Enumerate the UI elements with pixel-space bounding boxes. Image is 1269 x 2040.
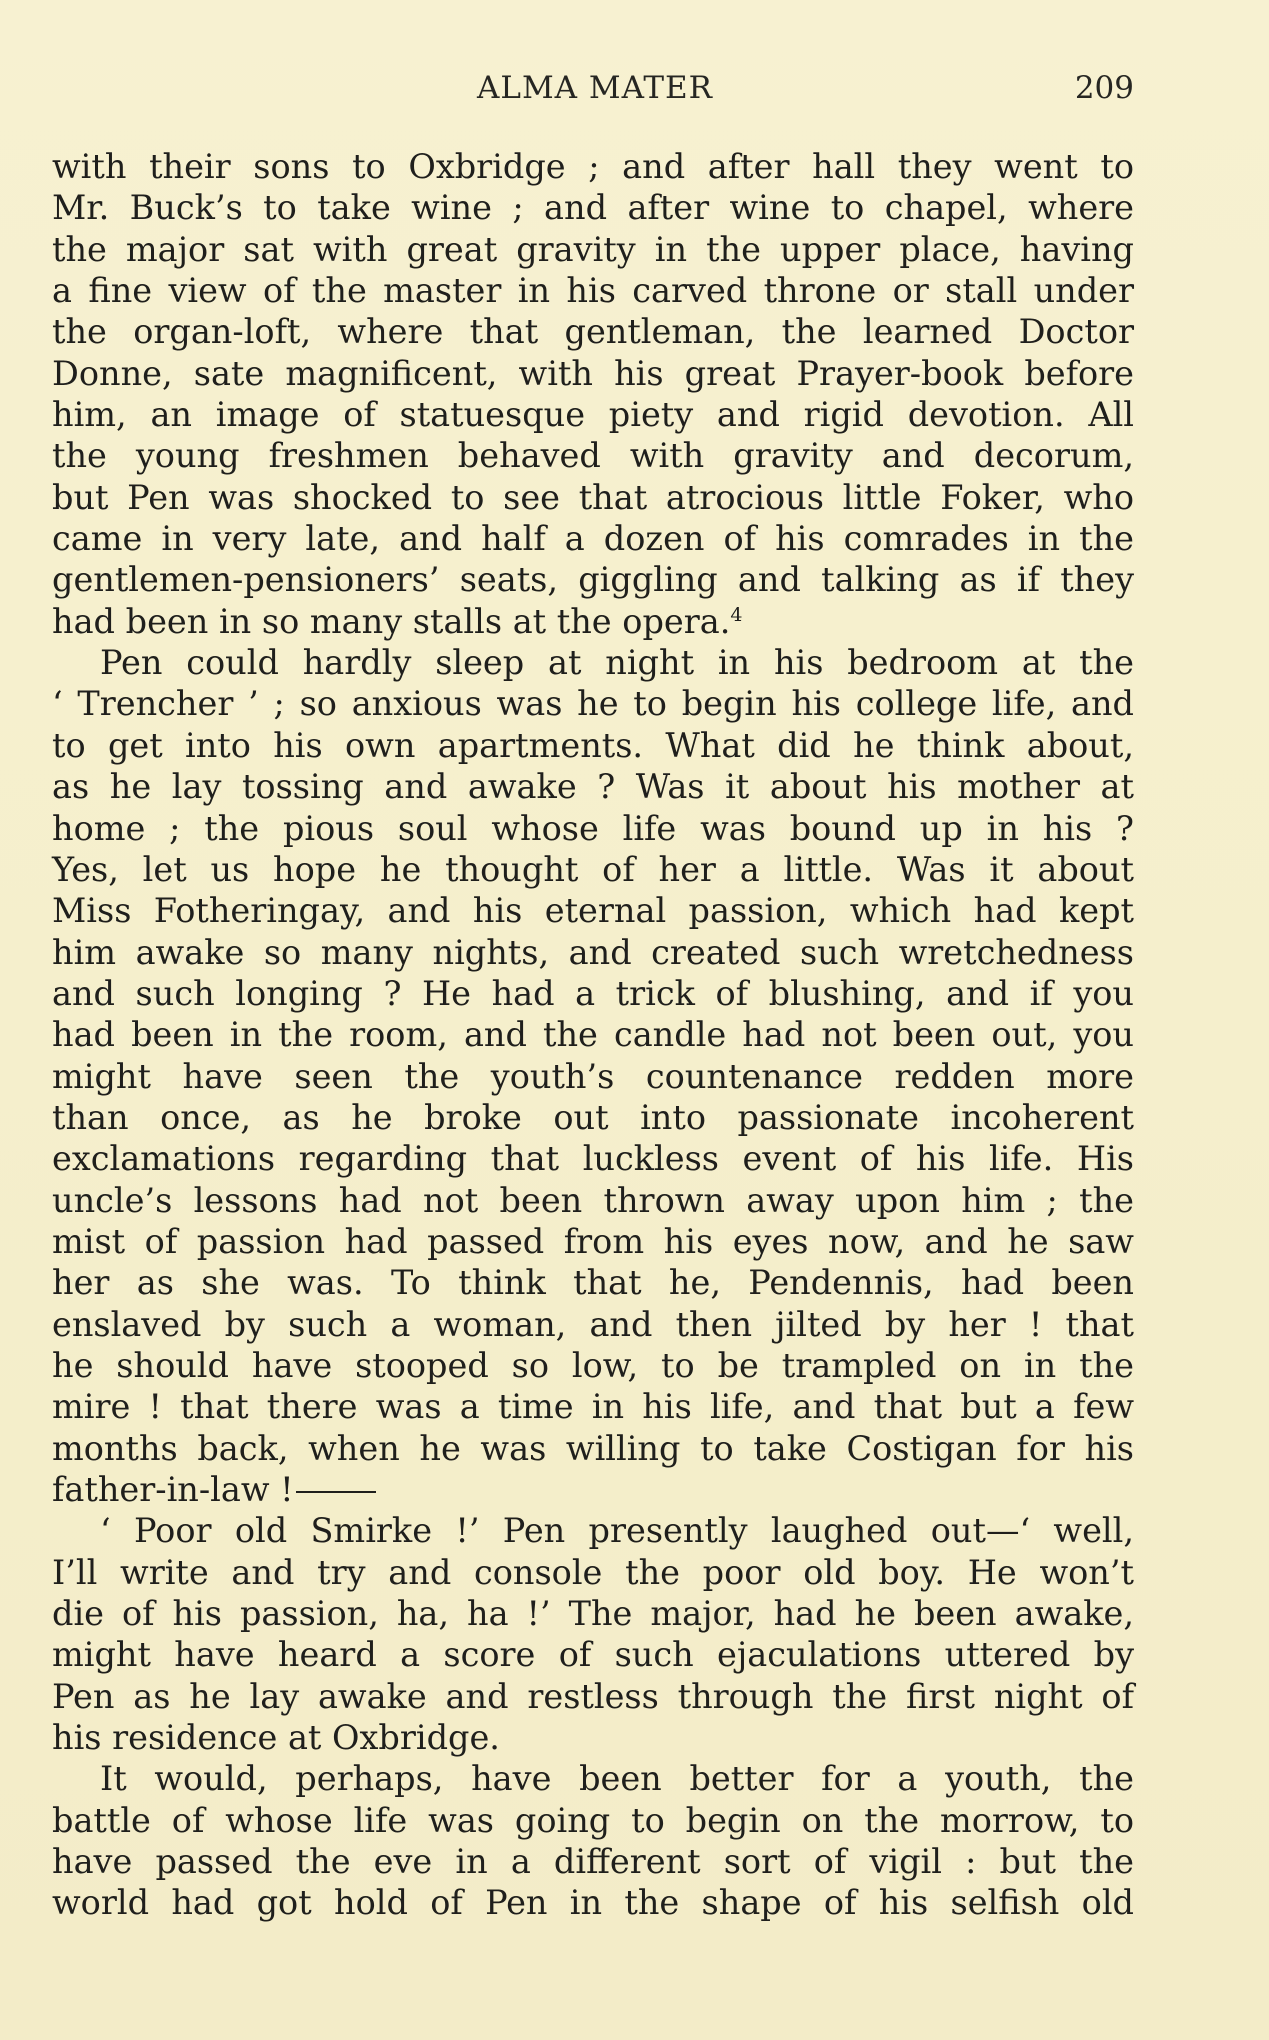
body-text [52, 146, 1134, 1924]
em-dash-rule [296, 1491, 376, 1493]
text-line [52, 394, 1134, 435]
text-line-content: he should have stooped so low, to be trampled on in the [52, 1345, 1134, 1385]
text-line-content: and such longing ? He had a trick of blushing, and if you [52, 973, 1134, 1013]
text-line [52, 353, 1134, 394]
text-line-content: him, an image of statuesque piety and rigid devotion. All [52, 395, 1134, 435]
text-line-content: father-in-law ! [52, 1470, 294, 1509]
text-line-content: as he lay tossing and awake ? Was it about his mother at [52, 767, 1134, 807]
text-line-content: battle of whose life was going to begin on the morrow, to [52, 1800, 1134, 1840]
text-line [52, 1717, 1134, 1758]
text-line [52, 1386, 1134, 1427]
text-line-content: Miss Fotheringay, and his eternal passion, which had kept [52, 891, 1134, 931]
text-line [52, 311, 1134, 352]
text-line [52, 518, 1134, 559]
text-line-content: had been in the room, and the candle had not been out, you [52, 1015, 1134, 1055]
text-line [52, 146, 1134, 187]
text-line [52, 890, 1134, 931]
text-line-content: him awake so many nights, and created such wretchedness [52, 932, 1134, 972]
text-line-content: than once, as he broke out into passionate incoherent [52, 1097, 1134, 1137]
text-line [52, 1882, 1134, 1923]
text-line [52, 1676, 1134, 1717]
text-line [52, 725, 1134, 766]
text-line-content: his residence at Oxbridge. [52, 1718, 500, 1758]
text-line-content: gentlemen-pensioners’ seats, giggling and talking as if they [52, 560, 1134, 600]
text-line-content: die of his passion, ha, ha !’ The major, had he been awake, [52, 1594, 1134, 1634]
text-line [52, 1345, 1134, 1386]
text-line-content: had been in so many stalls at the opera. [52, 601, 731, 641]
text-line-content: mire ! that there was a time in his life, and that but a few [52, 1387, 1134, 1427]
text-line [52, 973, 1134, 1014]
text-line-content: came in very late, and half a dozen of his comrades in the [52, 519, 1134, 559]
text-line-content: might have seen the youth’s countenance redden more [52, 1056, 1134, 1096]
text-line-content: Mr. Buck’s to take wine ; and after wine to chapel, where [52, 188, 1134, 228]
text-line-content: months back, when he was willing to take Costigan for his [52, 1428, 1134, 1468]
text-line [52, 1097, 1134, 1138]
footnote-reference: 4 [730, 603, 743, 626]
text-line-content: have passed the eve in a different sort of vigil : but the [52, 1842, 1134, 1882]
text-line [52, 766, 1134, 807]
text-line [52, 1304, 1134, 1345]
text-line [52, 1552, 1134, 1593]
text-line [52, 270, 1134, 311]
text-line-content: might have heard a score of such ejaculations uttered by [52, 1635, 1134, 1675]
text-line [52, 1014, 1134, 1055]
text-line [52, 1138, 1134, 1179]
text-line-content: the major sat with great gravity in the upper place, having [52, 229, 1134, 269]
text-line [52, 932, 1134, 973]
text-line [52, 849, 1134, 890]
text-line [52, 808, 1134, 849]
text-line-content: enslaved by such a woman, and then jilted by her ! that [52, 1304, 1134, 1344]
text-line-content: a fine view of the master in his carved throne or stall under [52, 271, 1134, 311]
text-line-content: ‘ Poor old Smirke !’ Pen presently laughed out—‘ well, [100, 1511, 1134, 1551]
text-line-content: the young freshmen behaved with gravity and decorum, [52, 436, 1134, 476]
text-line-content: with their sons to Oxbridge ; and after hall they went to [52, 147, 1134, 186]
text-line-content: exclamations regarding that luckless event of his life. His [52, 1139, 1134, 1179]
text-line-content: Pen as he lay awake and restless through the first night of [52, 1676, 1134, 1716]
text-line [52, 1221, 1134, 1262]
text-line [52, 229, 1134, 270]
text-line-content: to get into his own apartments. What did he think about, [52, 725, 1134, 765]
text-line-content: world had got hold of Pen in the shape of his selfish old [52, 1883, 1134, 1923]
text-line [52, 601, 1134, 642]
running-head [56, 70, 1134, 120]
text-line [52, 1758, 1134, 1799]
text-line-content: home ; the pious soul whose life was bound up in his ? [52, 808, 1134, 848]
text-line-content: uncle’s lessons had not been thrown away upon him ; the [52, 1180, 1134, 1220]
text-line [52, 1510, 1134, 1551]
text-line-content: but Pen was shocked to see that atrocious little Foker, who [52, 477, 1134, 517]
text-line [52, 187, 1134, 228]
page-number: 209 [1074, 70, 1134, 106]
text-line [52, 1056, 1134, 1097]
text-line-content: It would, perhaps, have been better for a youth, the [100, 1759, 1134, 1799]
text-line-content: I’ll write and try and console the poor old boy. He won’t [52, 1552, 1134, 1592]
running-title: ALMA MATER [476, 70, 714, 106]
text-line [52, 1800, 1134, 1841]
text-line [52, 1593, 1134, 1634]
text-line [52, 683, 1134, 724]
text-line [52, 1469, 1134, 1510]
text-line [52, 1841, 1134, 1882]
text-line-content: her as she was. To think that he, Pendennis, had been [52, 1263, 1134, 1303]
text-line-content: Donne, sate magnificent, with his great Prayer-book before [52, 353, 1134, 393]
text-line-content: Yes, let us hope he thought of her a little. Was it about [52, 849, 1134, 889]
text-line-content: mist of passion had passed from his eyes now, and he saw [52, 1221, 1134, 1261]
text-line [52, 1428, 1134, 1469]
text-line [52, 1262, 1134, 1303]
text-line-content: Pen could hardly sleep at night in his bedroom at the [100, 643, 1134, 683]
text-line-content: ‘ Trencher ’ ; so anxious was he to begin his college life, and [52, 684, 1134, 724]
text-line-content: the organ-loft, where that gentleman, the learned Doctor [52, 312, 1134, 352]
text-line [52, 1180, 1134, 1221]
text-line [52, 559, 1134, 600]
text-line [52, 642, 1134, 683]
text-line [52, 435, 1134, 476]
text-line [52, 1634, 1134, 1675]
text-line [52, 477, 1134, 518]
